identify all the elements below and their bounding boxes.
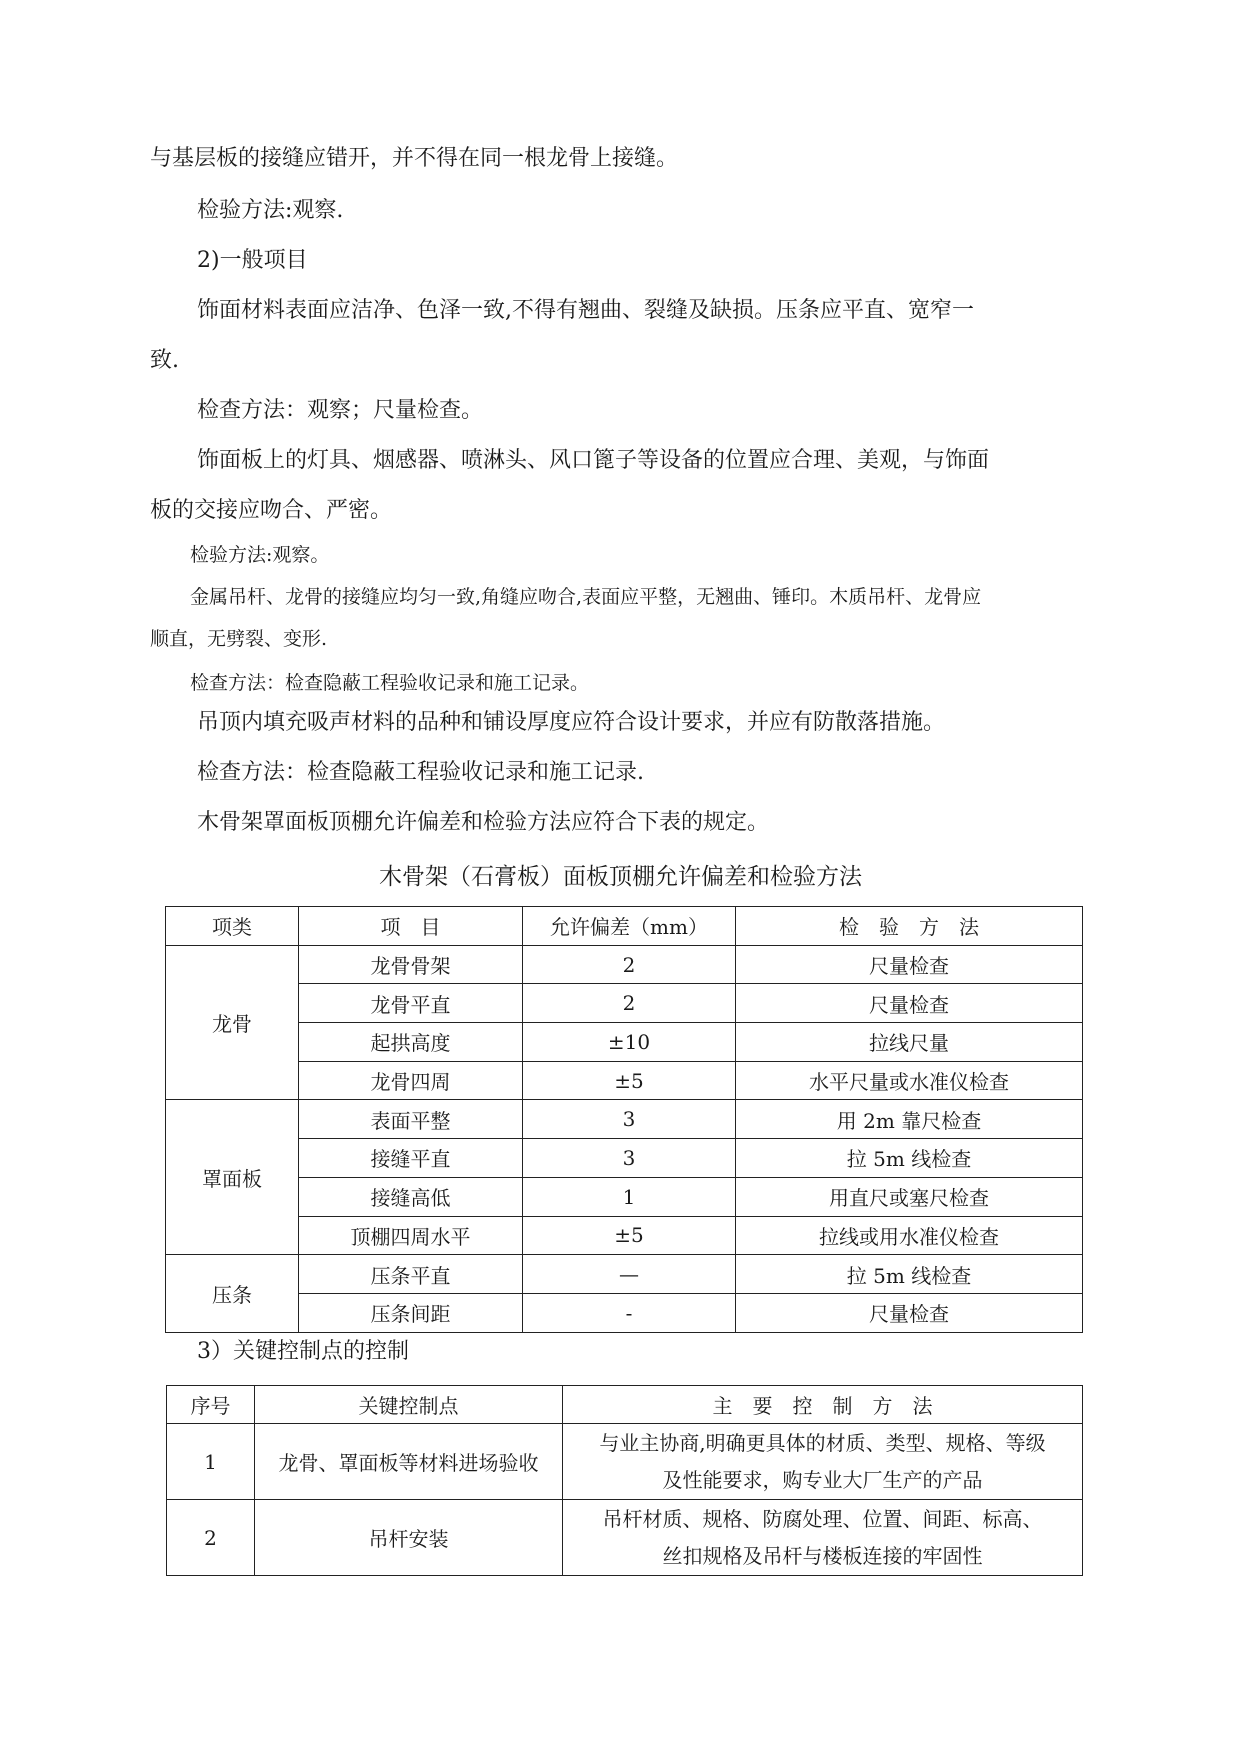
paragraph-line: 金属吊杆、龙骨的接缝应均匀一致,角缝应吻合,表面应平整，无翘曲、锤印。木质吊杆、龙骨应 [190, 586, 982, 608]
method-cell: 水平尺量或水准仪检查 [736, 1061, 1083, 1100]
tolerance-cell: - [523, 1293, 736, 1332]
method-cell: 拉 5m 线检查 [736, 1255, 1083, 1294]
key-control-table [166, 1385, 1083, 1576]
header-cell: 序号 [167, 1386, 255, 1424]
table-header-row [166, 907, 1083, 946]
table-row [166, 1139, 1083, 1178]
table-row [166, 1061, 1083, 1100]
tolerance-cell: 2 [523, 984, 736, 1023]
item-cell: 起拱高度 [299, 1023, 523, 1062]
header-cell: 项类 [166, 907, 299, 946]
header-cell: 允许偏差（mm） [523, 907, 736, 946]
table-row [166, 945, 1083, 984]
paragraph-line: 顺直，无劈裂、变形. [150, 628, 328, 650]
header-cell: 关键控制点 [255, 1386, 563, 1424]
tolerance-cell: 3 [523, 1100, 736, 1139]
method-cell [563, 1424, 1083, 1500]
paragraph-line: 致. [150, 348, 179, 373]
paragraph-line: 检验方法:观察. [197, 198, 344, 223]
header-cell: 主 要 控 制 方 法 [563, 1386, 1083, 1424]
tolerance-cell: ±10 [523, 1023, 736, 1062]
method-cell: 尺量检查 [736, 945, 1083, 984]
item-cell: 表面平整 [299, 1100, 523, 1139]
method-cell: 拉线或用水准仪检查 [736, 1216, 1083, 1255]
header-cell: 项 目 [299, 907, 523, 946]
method-cell: 用 2m 靠尺检查 [736, 1100, 1083, 1139]
item-cell: 压条间距 [299, 1293, 523, 1332]
method-cell: 拉线尺量 [736, 1023, 1083, 1062]
item-cell: 龙骨骨架 [299, 945, 523, 984]
method-line: 丝扣规格及吊杆与楼板连接的牢固性 [662, 1543, 983, 1568]
paragraph-line: 检查方法：检查隐蔽工程验收记录和施工记录. [197, 760, 644, 785]
table-row [166, 1177, 1083, 1216]
paragraph-line: 检验方法:观察。 [190, 544, 330, 566]
header-cell: 检 验 方 法 [736, 907, 1083, 946]
method-line: 吊杆材质、规格、防腐处理、位置、间距、标高、 [602, 1506, 1043, 1531]
control-point-cell: 龙骨、罩面板等材料进场验收 [255, 1424, 563, 1500]
paragraph-line: 饰面材料表面应洁净、色泽一致,不得有翘曲、裂缝及缺损。压条应平直、宽窄一 [197, 298, 974, 323]
table-row [166, 1023, 1083, 1062]
table-row [166, 1100, 1083, 1139]
method-cell: 尺量检查 [736, 1293, 1083, 1332]
method-line: 与业主协商,明确更具体的材质、类型、规格、等级 [599, 1430, 1046, 1455]
tolerance-table [165, 906, 1083, 1333]
tolerance-cell: ±5 [523, 1061, 736, 1100]
section-heading: 3）关键控制点的控制 [197, 1339, 409, 1364]
tolerance-cell: — [523, 1255, 736, 1294]
section-heading: 2)一般项目 [197, 248, 308, 273]
control-point-cell: 吊杆安装 [255, 1500, 563, 1576]
category-cell: 罩面板 [166, 1100, 299, 1255]
tolerance-cell: 2 [523, 945, 736, 984]
table-row [166, 1255, 1083, 1294]
paragraph-line: 检查方法：观察；尺量检查。 [197, 398, 484, 423]
category-cell: 压条 [166, 1255, 299, 1332]
method-cell: 尺量检查 [736, 984, 1083, 1023]
method-cell: 拉 5m 线检查 [736, 1139, 1083, 1178]
paragraph-line: 板的交接应吻合、严密。 [150, 498, 393, 523]
item-cell: 压条平直 [299, 1255, 523, 1294]
method-line: 及性能要求，购专业大厂生产的产品 [662, 1467, 983, 1492]
paragraph-line: 与基层板的接缝应错开，并不得在同一根龙骨上接缝。 [150, 146, 679, 171]
category-cell: 龙骨 [166, 945, 299, 1100]
table-row [167, 1424, 1083, 1500]
method-cell [563, 1500, 1083, 1576]
item-cell: 龙骨四周 [299, 1061, 523, 1100]
number-cell: 1 [167, 1424, 255, 1500]
paragraph-line: 吊顶内填充吸声材料的品种和铺设厚度应符合设计要求，并应有防散落措施。 [197, 710, 946, 735]
table-row [166, 1293, 1083, 1332]
table-row [166, 984, 1083, 1023]
table-header-row [167, 1386, 1083, 1424]
item-cell: 龙骨平直 [299, 984, 523, 1023]
tolerance-cell: 1 [523, 1177, 736, 1216]
tolerance-cell: 3 [523, 1139, 736, 1178]
item-cell: 接缝平直 [299, 1139, 523, 1178]
paragraph-line: 木骨架罩面板顶棚允许偏差和检验方法应符合下表的规定。 [197, 810, 770, 835]
table-row [166, 1216, 1083, 1255]
paragraph-line: 饰面板上的灯具、烟感器、喷淋头、风口篦子等设备的位置应合理、美观，与饰面 [197, 448, 990, 473]
table-caption: 木骨架（石膏板）面板顶棚允许偏差和检验方法 [379, 864, 862, 890]
item-cell: 接缝高低 [299, 1177, 523, 1216]
item-cell: 顶棚四周水平 [299, 1216, 523, 1255]
tolerance-cell: ±5 [523, 1216, 736, 1255]
number-cell: 2 [167, 1500, 255, 1576]
paragraph-line: 检查方法：检查隐蔽工程验收记录和施工记录。 [190, 672, 590, 694]
method-cell: 用直尺或塞尺检查 [736, 1177, 1083, 1216]
table-row [167, 1500, 1083, 1576]
